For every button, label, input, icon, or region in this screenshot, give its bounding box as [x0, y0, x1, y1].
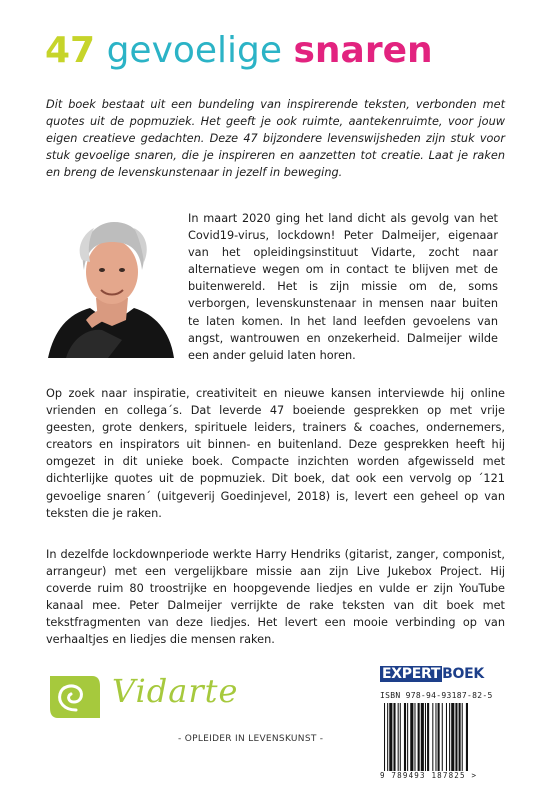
paragraph-inspiration: Op zoek naar inspiratie, creativiteit en nieuwe kansen interviewde hij online vrienden en collega´s. Dat leverde 47 boeiende gesprekken op met vrije geesten, grote denkers, spirituele leiders, trainers & coaches, ondernemers, creators en inspirators uit binnen- en buitenland. Deze gesprekken heeft hij omgezet in dit unieke boek. Compacte inzichten worden afgewisseld met dichterlijke quotes uit de popmuziek. Dit boek, dat ook een vervolg op ´121 gevoelige snaren´ (uitgeverij Goedinjevel, 2018) is, levert een geheel op van teksten die je raken.: [46, 387, 505, 520]
paragraph-lockdown: In maart 2020 ging het land dicht als gevolg van het Covid19-virus, lockdown! Peter Dalmeijer, eigenaar van het opleidingsinstituut Vidarte, zocht naar alternatieve wegen om in contact te blijven met de buitenwereld. Het is zijn missie om de, soms verborgen, levenskunstenaar in mensen naar buiten te laten komen. In het land leefden gevoelens van angst, wantrouwen en onzekerheid. Dalmeijer wilde een ander geluid laten horen.: [188, 212, 498, 362]
intro-paragraph: Dit boek bestaat uit een bundeling van inspirerende teksten, verbonden met quotes uit de popmuziek. Het geeft je ook ruimte, aantekenruimte, voor jouw eigen creatieve gedachten. Deze 47 bijzondere levenswijsheden zijn stuk voor stuk gevoelige snaren, die je inspireren en aanzetten tot creatie. Laat je raken en breng de levenskunstenaar in jezelf in beweging.: [46, 98, 505, 180]
vidarte-logo-icon: [46, 672, 102, 722]
title-word-snaren: snaren: [293, 30, 433, 71]
publisher-name-part1: EXPERT: [382, 666, 441, 682]
publisher-logo: [380, 666, 505, 688]
isbn-barcode: [380, 703, 505, 771]
title-word-gevoelige: gevoelige: [106, 30, 283, 71]
title-number: 47: [45, 30, 96, 71]
isbn-label: ISBN 978-94-93187-82-5: [380, 691, 493, 700]
book-title: [45, 30, 433, 72]
author-photo: [46, 212, 176, 358]
vidarte-wordmark: Vidarte: [112, 672, 239, 710]
vidarte-tagline: - OPLEIDER IN LEVENSKUNST -: [178, 734, 324, 744]
paragraph-live-jukebox: In dezelfde lockdownperiode werkte Harry Hendriks (gitarist, zanger, componist, arrangeur) met een vergelijkbare missie aan zijn Live Jukebox Project. Hij coverde ruim 80 troostrijke en hoopgevende liedjes en vulde er zijn YouTube kanaal mee. Peter Dalmeijer verrijkte de rake teksten van dit boek met tekstfragmenten van deze liedjes. Het levert een mooie verbinding op van verhaaltjes en liedjes die mensen raken.: [46, 548, 505, 647]
publisher-name-part2: BOEK: [442, 666, 484, 682]
barcode-digits: 9 789493 187825 >: [380, 771, 478, 780]
